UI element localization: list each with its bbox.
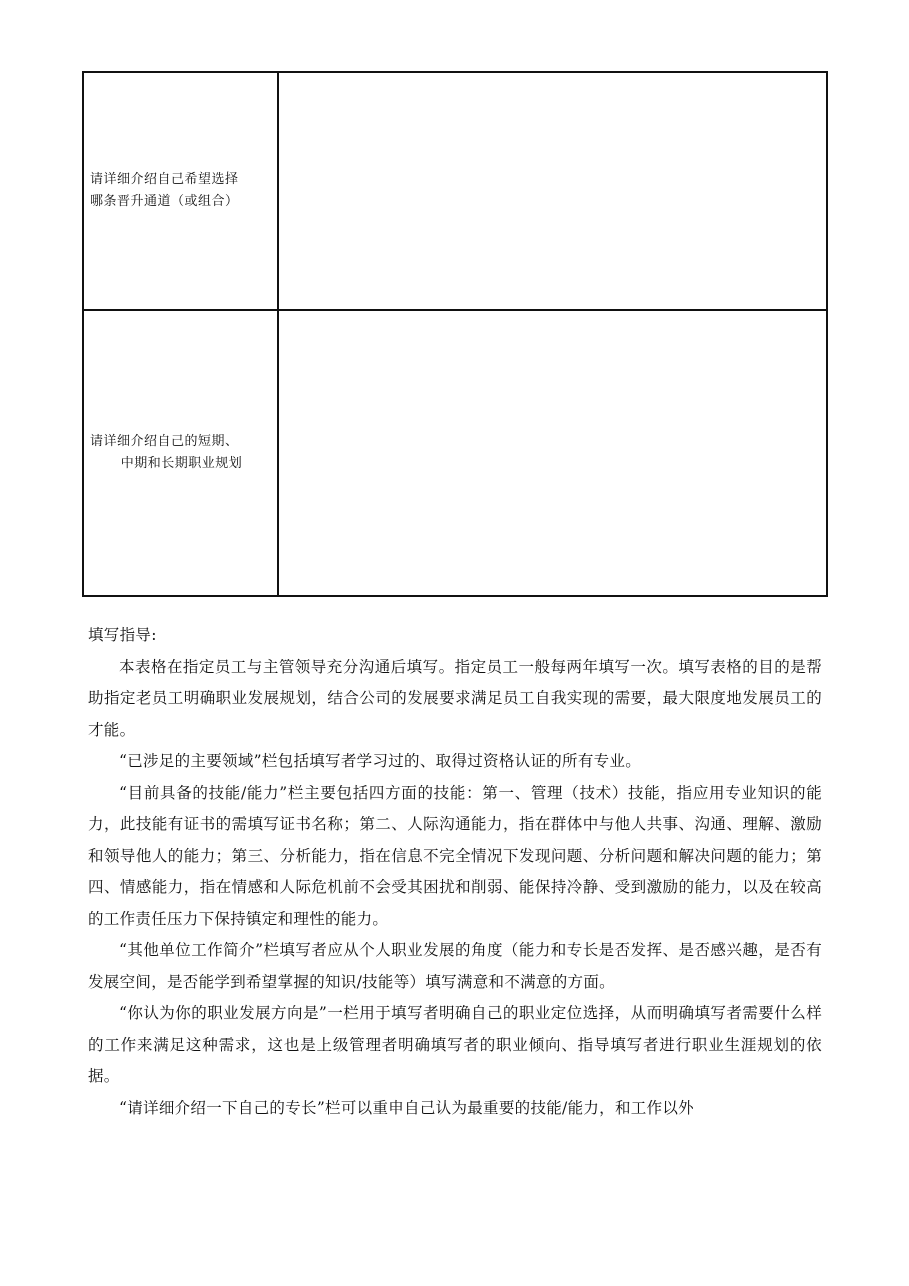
- label-line: 哪条晋升通道（或组合）: [90, 194, 239, 209]
- label-line: 请详细介绍自己的短期、: [90, 434, 239, 449]
- label-line: 中期和长期职业规划: [120, 456, 243, 471]
- career-plan-form-table: [82, 71, 828, 597]
- guide-paragraph: “其他单位工作简介”栏填写者应从个人职业发展的角度（能力和专长是否发挥、是否感兴趣，是否有发展空间，是否能学到希望掌握的知识/技能等）填写满意和不满意的方面。: [88, 941, 822, 991]
- guide-paragraph: “你认为你的职业发展方向是”一栏用于填写者明确自己的职业定位选择，从而明确填写者需要什么样的工作来满足这种需求，这也是上级管理者明确填写者的职业倾向、指导填写者进行职业生涯规划的依据。: [88, 1004, 822, 1085]
- guide-paragraph: “目前具备的技能/能力”栏主要包括四方面的技能：第一、管理（技术）技能，指应用专业知识的能力，此技能有证书的需填写证书名称；第二、人际沟通能力，指在群体中与他人共事、沟通、理解、激励和领导他人的能力；第三、分析能力，指在信息不完全情况下发现问题、分析问题和解决问题的能力；第四、情感能力，指在情感和人际危机前不会受其困扰和削弱、能保持冷静、受到激励的能力，以及在较高的工作责任压力下保持镇定和理性的能力。: [88, 783, 822, 928]
- guide-title: 填写指导:: [88, 626, 157, 644]
- guide-paragraph: 本表格在指定员工与主管领导充分沟通后填写。指定员工一般每两年填写一次。填写表格的目的是帮助指定老员工明确职业发展规划，结合公司的发展要求满足员工自我实现的需要，最大限度地发展员工的才能。: [88, 657, 822, 739]
- guide-paragraph: “请详细介绍一下自己的专长”栏可以重申自己认为最重要的技能/能力，和工作以外: [119, 1098, 694, 1117]
- promotion-channel-label: [83, 72, 278, 310]
- label-line: 请详细介绍自己希望选择: [90, 172, 239, 187]
- filling-guide: [88, 620, 822, 1124]
- career-plan-label: [83, 310, 278, 596]
- table-row: [83, 310, 827, 596]
- table-row: [83, 72, 827, 310]
- career-plan-field[interactable]: [278, 310, 827, 596]
- promotion-channel-field[interactable]: [278, 72, 827, 310]
- guide-paragraph: “已涉足的主要领域”栏包括填写者学习过的、取得过资格认证的所有专业。: [119, 752, 642, 770]
